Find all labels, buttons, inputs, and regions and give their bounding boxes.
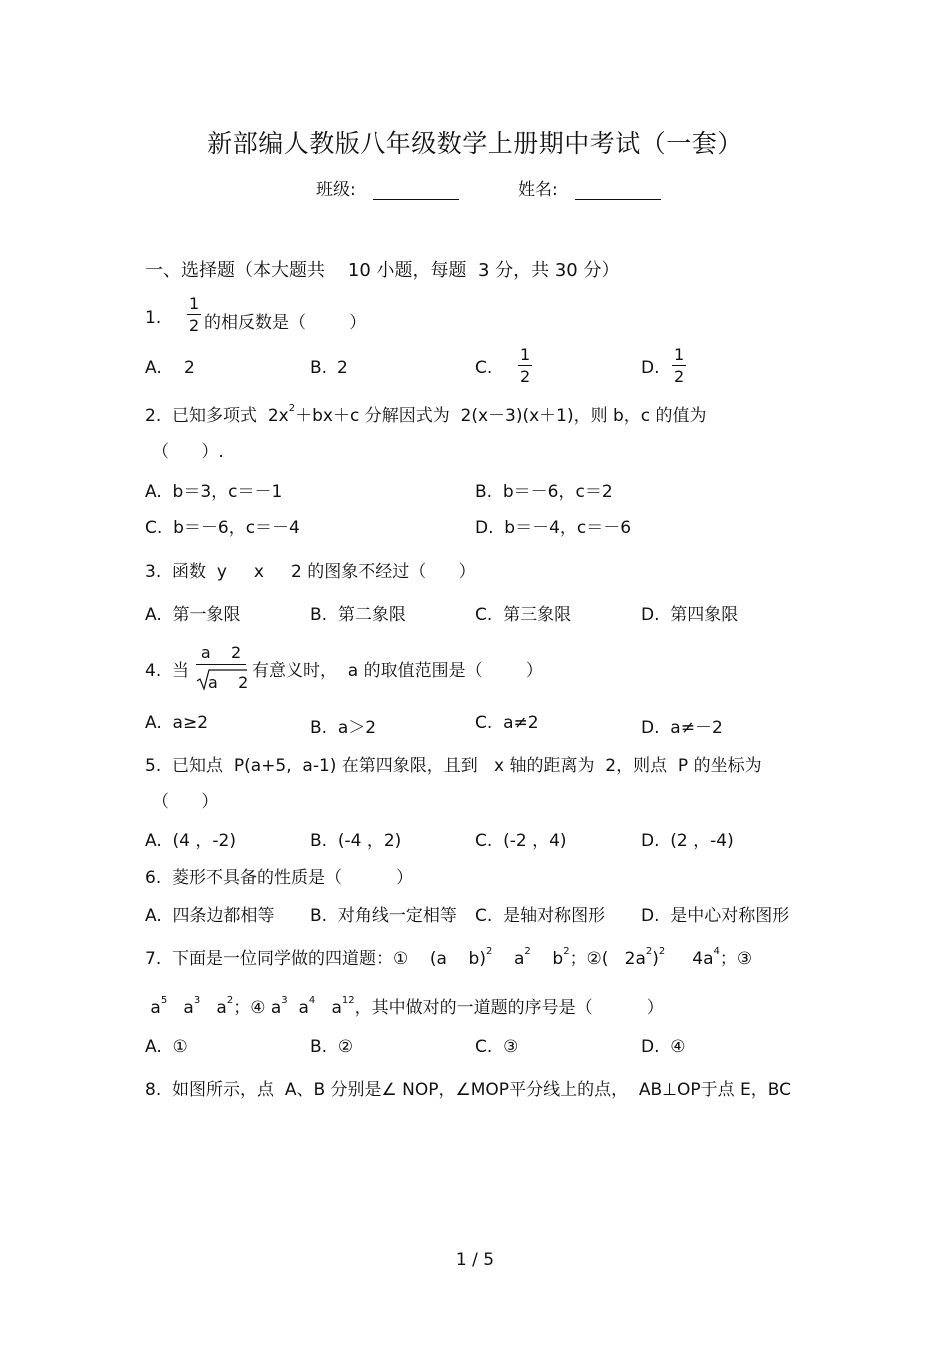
q4-prefix: 4. 当 <box>145 661 190 681</box>
q2-sup: 2 <box>288 403 296 415</box>
q1-frac-num: 1 <box>189 294 200 313</box>
q4-option-b: B. a＞2 <box>310 718 377 738</box>
class-blank <box>373 181 459 200</box>
q3-option-a: A. 第一象限 <box>145 605 241 625</box>
q7-l2-t1: 5 <box>160 995 168 1007</box>
q7-l2-a: a <box>145 998 161 1018</box>
q6-option-d: D. 是中心对称图形 <box>641 906 790 926</box>
q7-line2 <box>145 993 664 1018</box>
q1-option-b-value: 2 <box>337 358 348 378</box>
class-label: 班级: <box>316 180 356 200</box>
q7-l2-d: ；④ a <box>233 998 282 1018</box>
q8-text: 8. 如图所示，点 A、B 分别是∠ NOP，∠MOP平分线上的点， AB⊥OP于点 E，BC <box>145 1080 791 1100</box>
q7-l1-d: ；②( 2a <box>569 949 646 969</box>
q2-paren: （ ）. <box>152 442 224 462</box>
q1-d-den: 2 <box>674 367 685 386</box>
q2-option-c: C. b＝－6，c＝－4 <box>145 518 300 538</box>
page-number: 1 / 5 <box>455 1250 495 1270</box>
section-heading: 一、选择题（本大题共 10 小题，每题 3 分，共 30 分） <box>145 260 620 281</box>
q4-option-d: D. a≠－2 <box>641 718 723 738</box>
q1-number: 1. <box>145 308 162 328</box>
q6-option-b: B. 对角线一定相等 <box>310 906 457 926</box>
q6-text: 6. 菱形不具备的性质是（ ） <box>145 868 414 888</box>
q4-option-c: C. a≠2 <box>475 713 539 733</box>
q7-l1-s6: 4 <box>713 946 720 958</box>
q6-option-c: C. 是轴对称图形 <box>475 906 606 926</box>
q4-fraction-bar <box>196 664 246 665</box>
name-field <box>518 175 661 200</box>
q7-l1-e: ) <box>652 949 659 969</box>
page-title: 新部编人教版八年级数学上册期中考试（一套） <box>207 129 743 158</box>
q5-option-b: B. (-4 ，2) <box>310 831 402 851</box>
q7-l1-s2: 2 <box>524 946 531 958</box>
q1-option-a-label: A. <box>145 358 162 378</box>
q7-l2-f: a <box>315 998 342 1018</box>
q2-text <box>145 401 707 426</box>
q1-frac-den: 2 <box>189 316 200 335</box>
q7-l1-c: b <box>530 949 564 969</box>
q7-option-b: B. ② <box>310 1037 354 1057</box>
q1-option-c-label: C. <box>475 358 493 378</box>
q7-l1-f: 4a <box>665 949 714 969</box>
q7-option-d: D. ④ <box>641 1037 686 1057</box>
q4-option-a: A. a≥2 <box>145 713 209 733</box>
q7-l1-s3: 2 <box>563 946 570 958</box>
q7-option-c: C. ③ <box>475 1037 519 1057</box>
q1-option-c-fraction <box>518 347 532 385</box>
q2-text-b: ＋bx＋c 分解因式为 2(x－3)(x＋1)，则 b，c 的值为 <box>295 406 707 426</box>
q7-l1-s4: 2 <box>645 946 653 958</box>
q5-option-d: D. (2 ，-4) <box>641 831 734 851</box>
q1-option-d-label: D. <box>641 358 660 378</box>
q3-option-b: B. 第二象限 <box>310 605 406 625</box>
q3-text: 3. 函数 y x 2 的图象不经过（ ） <box>145 562 476 582</box>
q7-l2-b: a <box>167 998 194 1018</box>
q4-denominator: a 2 <box>208 673 249 692</box>
name-blank <box>575 181 661 200</box>
q1-text: 的相反数是（ ） <box>204 313 367 333</box>
q2-option-d: D. b＝－4，c＝－6 <box>475 518 632 538</box>
class-field <box>316 175 459 200</box>
q7-l1-b: a <box>492 949 525 969</box>
q7-option-a: A. ① <box>145 1037 188 1057</box>
q7-l2-e: a <box>287 998 309 1018</box>
q2-text-a: 2. 已知多项式 2x <box>145 406 289 426</box>
q7-l2-t3: 2 <box>226 995 234 1007</box>
q7-l2-t6: 12 <box>341 995 355 1007</box>
q6-option-a: A. 四条边都相等 <box>145 906 275 926</box>
q4-suffix: 有意义时， a 的取值范围是（ ） <box>252 661 543 681</box>
q3-option-c: C. 第三象限 <box>475 605 572 625</box>
q5-option-c: C. (-2 ，4) <box>475 831 567 851</box>
q1-c-num: 1 <box>520 345 531 364</box>
q4-numerator: a 2 <box>200 643 242 662</box>
q1-fraction <box>187 296 201 334</box>
q1-option-a-value: 2 <box>184 358 195 378</box>
q5-paren: （ ） <box>152 792 219 812</box>
q3-option-d: D. 第四象限 <box>641 605 739 625</box>
q1-option-d-fraction <box>672 347 686 385</box>
q5-option-a: A. (4 ，-2) <box>145 831 236 851</box>
q7-l1-s5: 2 <box>658 946 666 958</box>
q7-l2-t2: 3 <box>193 995 201 1007</box>
q5-text: 5. 已知点 P(a+5, a-1) 在第四象限，且到 x 轴的距离为 2，则点 P 的坐标为 <box>145 756 762 776</box>
q7-l2-t4: 3 <box>281 995 288 1007</box>
q7-l1-g: ；③ <box>719 949 753 969</box>
q1-c-den: 2 <box>520 367 531 386</box>
q7-l2-c: a <box>200 998 227 1018</box>
q7-l1-a: 7. 下面是一位同学做的四道题：① (a b) <box>145 949 486 969</box>
q2-option-a: A. b＝3，c＝－1 <box>145 482 283 502</box>
q2-option-b: B. b＝－6，c＝2 <box>475 482 613 502</box>
q7-line1 <box>145 944 752 969</box>
q1-d-num: 1 <box>674 345 685 364</box>
q7-l2-t5: 4 <box>308 995 316 1007</box>
name-label: 姓名: <box>518 180 558 200</box>
q1-option-b-label: B. <box>310 358 328 378</box>
q7-l2-g: ，其中做对的一道题的序号是（ ） <box>354 998 664 1018</box>
q7-l1-s1: 2 <box>485 946 493 958</box>
